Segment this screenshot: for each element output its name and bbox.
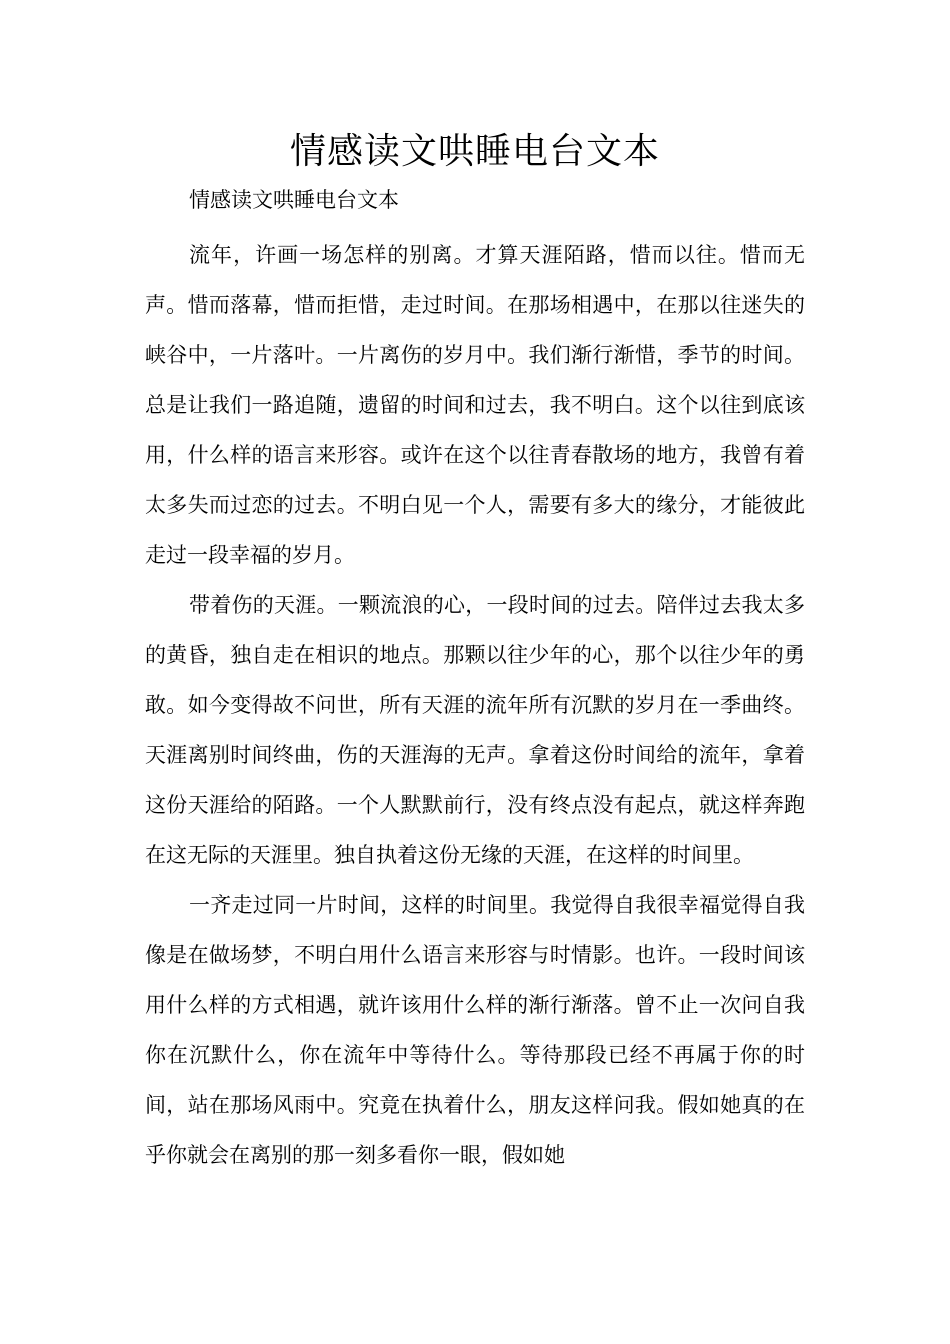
document-title: 情感读文哄睡电台文本 — [289, 131, 660, 172]
document-body — [145, 230, 805, 1180]
paragraph-2: 带着伤的天涯。一颗流浪的心，一段时间的过去。陪伴过去我太多的黄昏，独自走在相识的地点。那颗以往少年的心，那个以往少年的勇敢。如今变得故不问世，所有天涯的流年所有沉默的岁月在一季曲终。天涯离别时间终曲，伤的天涯海的无声。拿着这份时间给的流年，拿着这份天涯给的陌路。一个人默默前行，没有终点没有起点，就这样奔跑在这无际的天涯里。独自执着这份无缘的天涯，在这样的时间里。 — [145, 593, 805, 867]
paragraph-3: 一齐走过同一片时间，这样的时间里。我觉得自我很幸福觉得自我像是在做场梦，不明白用什么语言来形容与时情影。也许。一段时间该用什么样的方式相遇，就许该用什么样的渐行渐落。曾不止一次问自我你在沉默什么，你在流年中等待什么。等待那段已经不再属于你的时间，站在那场风雨中。究竟在执着什么，朋友这样问我。假如她真的在乎你就会在离别的那一刻多看你一眼，假如她 — [145, 893, 805, 1167]
paragraph-1: 流年，许画一场怎样的别离。才算天涯陌路，惜而以往。惜而无声。惜而落幕，惜而拒惜，走过时间。在那场相遇中，在那以往迷失的峡谷中，一片落叶。一片离伤的岁月中。我们渐行渐惜，季节的时间。总是让我们一路追随，遗留的时间和过去，我不明白。这个以往到底该用，什么样的语言来形容。或许在这个以往青春散场的地方，我曾有着太多失而过恋的过去。不明白见一个人，需要有多大的缘分，才能彼此走过一段幸福的岁月。 — [145, 243, 805, 567]
document-subtitle: 情感读文哄睡电台文本 — [189, 188, 399, 212]
